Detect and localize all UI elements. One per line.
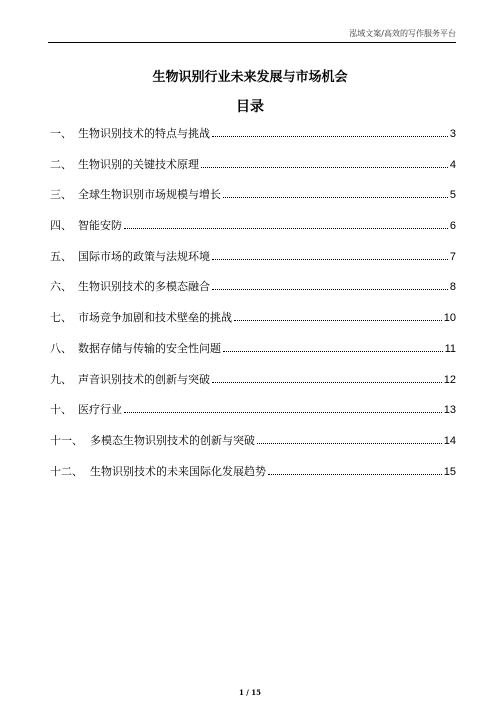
page-header: 泓域文案/高效的写作服务平台	[48, 28, 456, 43]
toc-entry-page: 5	[449, 189, 456, 202]
toc-entry-number: 二、	[50, 157, 72, 171]
toc-entry-4[interactable]	[50, 219, 456, 250]
toc-entry-page: 11	[444, 342, 456, 355]
toc-entry-title: 生物识别的关键技术原理	[78, 157, 199, 171]
toc-dot-leader	[268, 473, 442, 475]
toc-entry-6[interactable]	[50, 280, 456, 311]
toc-dot-leader	[201, 166, 448, 168]
toc-entry-12[interactable]	[50, 465, 456, 496]
toc-entry-page: 14	[443, 434, 456, 447]
toc-entry-11[interactable]	[50, 434, 456, 465]
toc-dot-leader	[212, 258, 448, 260]
toc-entry-number: 五、	[50, 249, 72, 263]
toc-entry-page: 4	[449, 158, 456, 171]
document-title: 生物识别行业未来发展与市场机会	[152, 70, 348, 85]
toc-entry-number: 九、	[50, 372, 72, 386]
toc-entry-10[interactable]	[50, 403, 456, 434]
toc-entry-title: 市场竞争加剧和技术壁垒的挑战	[78, 311, 232, 325]
toc-entry-title: 国际市场的政策与法规环境	[78, 249, 210, 263]
toc-entry-8[interactable]	[50, 342, 456, 373]
toc-entry-page: 12	[443, 373, 456, 386]
toc-dot-leader	[223, 196, 448, 198]
toc-entry-number: 十一、	[50, 433, 83, 447]
toc-dot-leader	[124, 411, 442, 413]
toc-entry-1[interactable]	[50, 127, 456, 158]
toc-entry-number: 六、	[50, 280, 72, 294]
toc-entry-number: 八、	[50, 341, 72, 355]
toc-entry-title: 医疗行业	[78, 403, 122, 417]
toc-dot-leader	[212, 381, 442, 383]
toc-entry-title: 声音识别技术的创新与突破	[78, 372, 210, 386]
toc-dot-leader	[223, 350, 443, 352]
toc-dot-leader	[124, 227, 448, 229]
toc-entry-9[interactable]	[50, 373, 456, 404]
toc-entry-7[interactable]	[50, 311, 456, 342]
toc-entry-5[interactable]	[50, 250, 456, 281]
toc-dot-leader	[257, 442, 442, 444]
toc-entry-page: 13	[443, 404, 456, 417]
toc-entry-page: 6	[449, 220, 456, 233]
toc-entry-number: 一、	[50, 127, 72, 140]
toc-entry-number: 十、	[50, 403, 72, 417]
toc-entry-number: 四、	[50, 219, 72, 233]
toc-entry-page: 7	[449, 250, 456, 263]
toc-entry-title: 数据存储与传输的安全性问题	[78, 341, 221, 355]
toc-entry-page: 3	[449, 128, 456, 140]
toc-entry-title: 生物识别技术的未来国际化发展趋势	[90, 464, 266, 478]
toc-dot-leader	[212, 288, 448, 290]
toc-entry-title: 生物识别技术的多模态融合	[78, 280, 210, 294]
toc-entry-number: 七、	[50, 311, 72, 325]
toc-heading: 目录	[236, 99, 264, 115]
table-of-contents	[50, 127, 456, 495]
toc-entry-page: 8	[449, 281, 456, 294]
toc-entry-title: 生物识别技术的特点与挑战	[78, 127, 210, 140]
toc-entry-page: 15	[443, 465, 456, 478]
toc-entry-title: 全球生物识别市场规模与增长	[78, 188, 221, 202]
toc-entry-2[interactable]	[50, 158, 456, 189]
toc-dot-leader	[212, 135, 448, 137]
toc-entry-page: 10	[443, 312, 456, 325]
toc-dot-leader	[234, 319, 442, 321]
toc-entry-title: 智能安防	[78, 219, 122, 233]
toc-entry-number: 十二、	[50, 464, 83, 478]
toc-entry-title: 多模态生物识别技术的创新与突破	[90, 433, 255, 447]
page-number-footer: 1 / 15	[238, 688, 262, 697]
toc-entry-number: 三、	[50, 188, 72, 202]
toc-entry-3[interactable]	[50, 188, 456, 219]
